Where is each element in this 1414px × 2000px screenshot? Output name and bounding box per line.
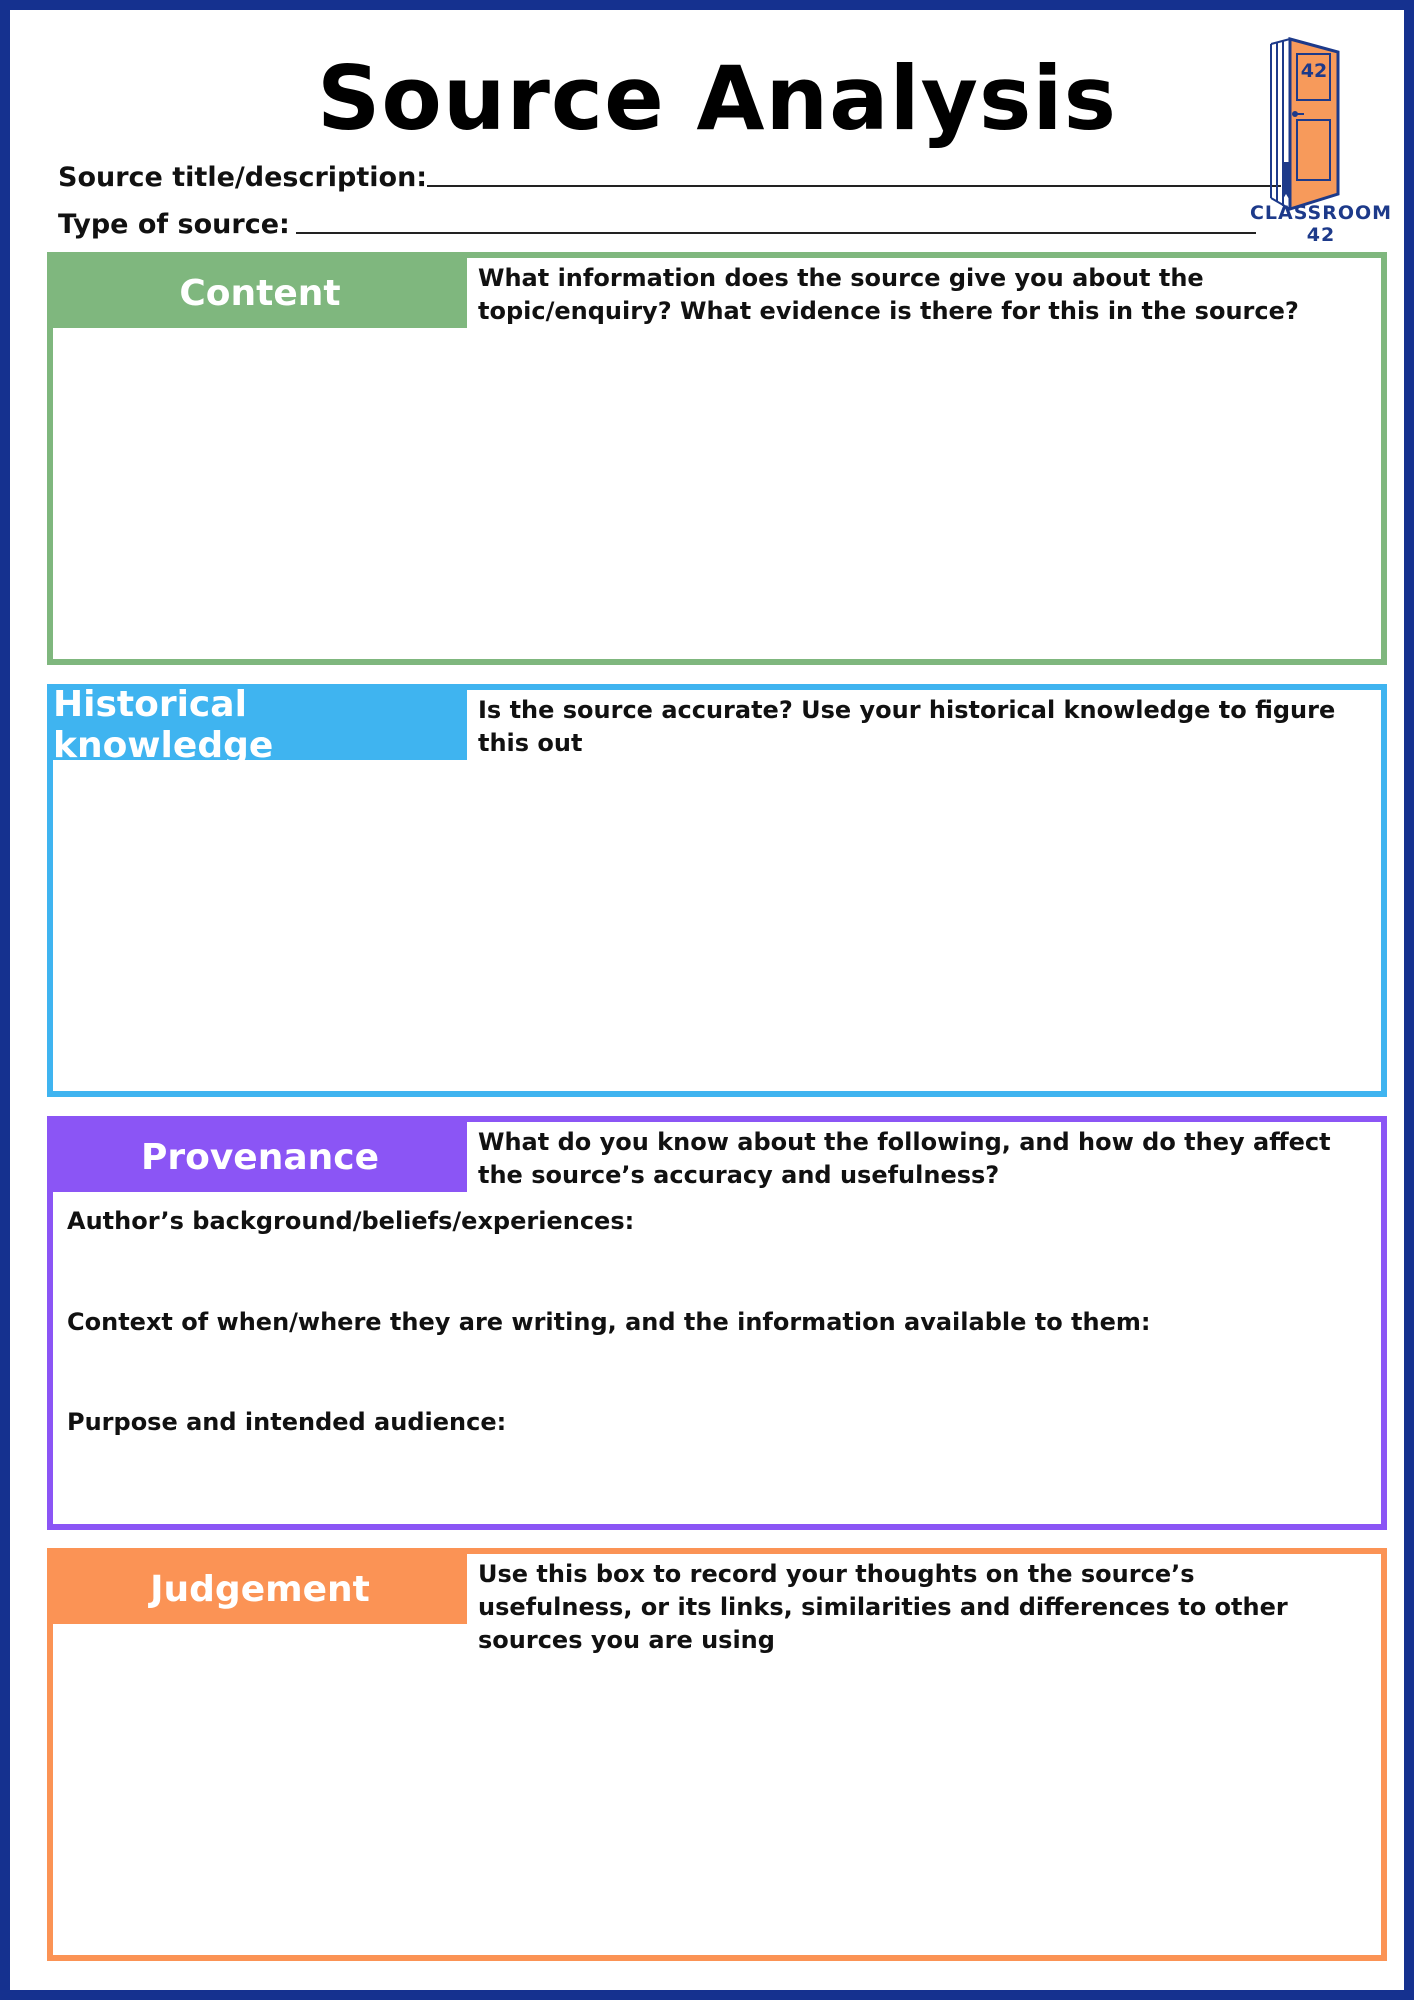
provenance-section — [47, 1116, 1387, 1530]
historical-knowledge-question: Is the source accurate? Use your historical knowledge to figure this out — [478, 696, 1336, 757]
source-type-line[interactable] — [296, 232, 1256, 234]
provenance-section-header: Provenance — [53, 1122, 467, 1192]
page-title: Source Analysis — [317, 47, 1117, 150]
logo-brand-text: CLASSROOM 42 — [1249, 202, 1393, 246]
judgement-answer-area[interactable] — [53, 1624, 1381, 1955]
content-section-header: Content — [53, 258, 467, 328]
source-title-field[interactable] — [58, 162, 1281, 193]
content-answer-area[interactable] — [53, 328, 1381, 659]
historical-knowledge-section — [47, 684, 1387, 1097]
provenance-prompt-author: Author’s background/beliefs/experiences: — [67, 1207, 635, 1235]
historical-knowledge-answer-area[interactable] — [53, 760, 1381, 1091]
logo-door-number: 42 — [1300, 60, 1328, 82]
source-type-field[interactable] — [58, 209, 1256, 240]
judgement-section-header: Judgement — [53, 1554, 467, 1624]
provenance-prompt-context: Context of when/where they are writing, and the information available to them: — [67, 1308, 1151, 1336]
content-question: What information does the source give you about the topic/enquiry? What evidence is there for this in the source? — [478, 264, 1299, 325]
source-title-line[interactable] — [427, 185, 1281, 187]
judgement-question: Use this box to record your thoughts on the source’s usefulness, or its links, similarities and differences to other sources you are using — [478, 1560, 1288, 1654]
judgement-section — [47, 1548, 1387, 1961]
content-section — [47, 252, 1387, 665]
provenance-prompt-purpose: Purpose and intended audience: — [67, 1408, 507, 1436]
source-type-label: Type of source: — [58, 209, 290, 240]
provenance-question: What do you know about the following, and how do they affect the source’s accuracy and usefulness? — [478, 1128, 1331, 1189]
source-title-label: Source title/description: — [58, 162, 428, 193]
historical-knowledge-section-header: Historical knowledge — [53, 690, 467, 760]
